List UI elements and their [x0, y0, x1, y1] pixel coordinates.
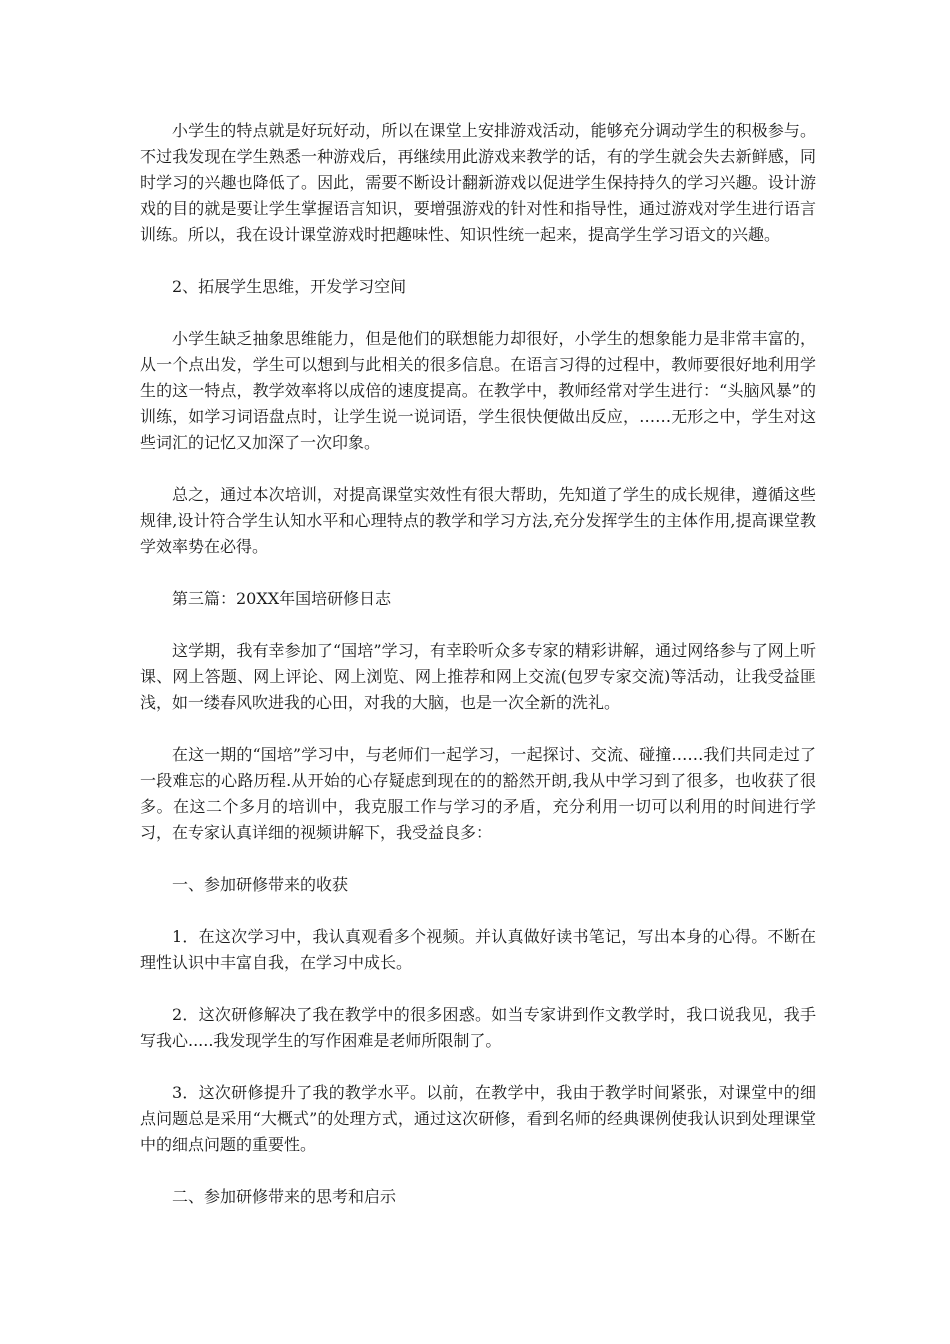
section-heading-gains: 一、参加研修带来的收获	[172, 875, 349, 894]
chapter-title-part-three: 第三篇：20XX年国培研修日志	[172, 589, 392, 608]
section-heading-expand-thinking: 2、拓展学生思维，开发学习空间	[172, 277, 407, 296]
paragraph-summary: 总之，通过本次培训，对提高课堂实效性有很大帮助，先知道了学生的成长规律，遵循这些规律,设计符合学生认知水平和心理特点的教学和学习方法,充分发挥学生的主体作用,提高课堂教学效率势在必得。	[140, 485, 816, 556]
paragraph-guopei-journey: 在这一期的“国培”学习中，与老师们一起学习，一起探讨、交流、碰撞……我们共同走过了一段难忘的心路历程.从开始的心存疑虑到现在的的豁然开朗,我从中学习到了很多，也收获了很多。在这二个多月的培训中，我克服工作与学习的矛盾，充分利用一切可以利用的时间进行学习，在专家认真详细的视频讲解下，我受益良多：	[140, 745, 816, 842]
list-item-gain-3: 3．这次研修提升了我的教学水平。以前，在教学中，我由于教学时间紧张，对课堂中的细点问题总是采用“大概式”的处理方式，通过这次研修，看到名师的经典课例使我认识到处理课堂中的细点问题的重要性。	[140, 1083, 816, 1154]
section-heading-reflections: 二、参加研修带来的思考和启示	[172, 1187, 397, 1206]
paragraph-brainstorm: 小学生缺乏抽象思维能力，但是他们的联想能力却很好，小学生的想象能力是非常丰富的，从一个点出发，学生可以想到与此相关的很多信息。在语言习得的过程中，教师要很好地利用学生的这一特点，教学效率将以成倍的速度提高。在教学中，教师经常对学生进行：“头脑风暴”的训练，如学习词语盘点时，让学生说一说词语，学生很快便做出反应，……无形之中，学生对这些词汇的记忆又加深了一次印象。	[140, 329, 816, 452]
list-item-gain-2: 2．这次研修解决了我在教学中的很多困惑。如当专家讲到作文教学时，我口说我见，我手写我心.....我发现学生的写作困难是老师所限制了。	[140, 1005, 816, 1050]
list-item-gain-1: 1．在这次学习中，我认真观看多个视频。并认真做好读书笔记，写出本身的心得。不断在理性认识中丰富自我，在学习中成长。	[140, 927, 816, 972]
paragraph-guopei-intro: 这学期，我有幸参加了“国培”学习，有幸聆听众多专家的精彩讲解，通过网络参与了网上听课、网上答题、网上评论、网上浏览、网上推荐和网上交流(包罗专家交流)等活动，让我受益匪浅，如一缕春风吹进我的心田，对我的大脑，也是一次全新的洗礼。	[140, 641, 816, 712]
paragraph-game-interest: 小学生的特点就是好玩好动，所以在课堂上安排游戏活动，能够充分调动学生的积极参与。不过我发现在学生熟悉一种游戏后，再继续用此游戏来教学的话，有的学生就会失去新鲜感，同时学习的兴趣也降低了。因此，需要不断设计翻新游戏以促进学生保持持久的学习兴趣。设计游戏的目的就是要让学生掌握语言知识，要增强游戏的针对性和指导性，通过游戏对学生进行语言训练。所以，我在设计课堂游戏时把趣味性、知识性统一起来，提高学生学习语文的兴趣。	[140, 121, 816, 244]
document-page	[140, 118, 816, 1236]
